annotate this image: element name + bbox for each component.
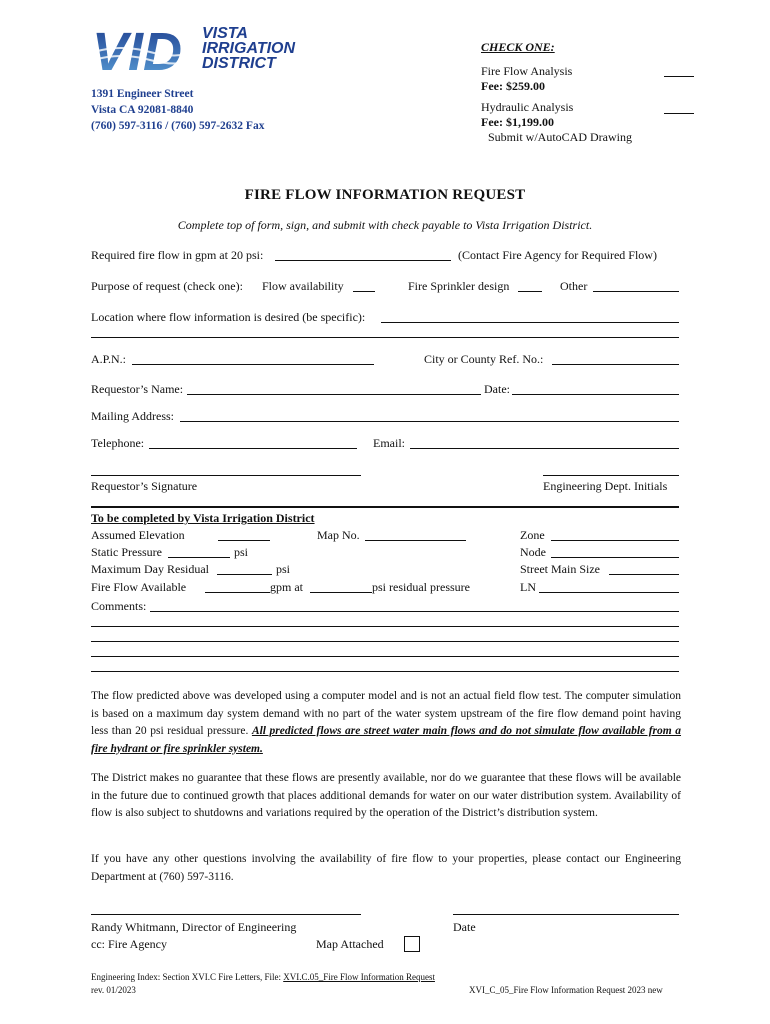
comments-field-line2[interactable] [91,626,679,627]
district-address [91,86,264,134]
director-date-line[interactable] [453,914,679,915]
comments-label: Comments: [91,599,147,613]
requestor-signature-field[interactable] [91,475,361,476]
ref-no-label: City or County Ref. No.: [424,352,544,366]
static-pressure-label: Static Pressure [91,545,162,559]
fire-sprinkler-label: Fire Sprinkler design [408,279,510,293]
telephone-label: Telephone: [91,436,145,450]
comments-field[interactable] [150,611,679,612]
comments-field-line4[interactable] [91,656,679,657]
address-street: 1391 Engineer Street [91,88,194,100]
static-pressure-field[interactable] [168,557,230,558]
engineering-index-prefix: Engineering Index: Section XVI.C Fire Letters, File: [91,972,284,982]
requestor-name-field[interactable] [187,394,481,395]
gpm-at-label: gpm at [270,580,303,594]
ref-no-field[interactable] [552,364,679,365]
flow-availability-label: Flow availability [262,279,344,293]
zone-label: Zone [520,528,545,542]
max-day-residual-label: Maximum Day Residual [91,562,209,576]
contact-paragraph: If you have any other questions involving the availability of fire flow to your properties, please contact our Engineering Department at (760) 597-3116. [91,853,681,883]
logo-line-3: DISTRICT [202,55,276,72]
engineering-index [91,972,435,982]
logo-line-2: IRRIGATION [202,40,296,57]
mailing-address-label: Mailing Address: [91,409,174,423]
max-day-residual-unit: psi [276,562,291,576]
requestor-signature-label: Requestor’s Signature [91,479,198,493]
location-field[interactable] [381,322,679,323]
director-date-label: Date [453,920,476,934]
location-label: Location where flow information is desired (be specific): [91,310,366,324]
zone-field[interactable] [551,540,679,541]
address-city: Vista CA 92081-8840 [91,104,194,116]
check-one-heading: CHECK ONE: [481,40,555,54]
telephone-field[interactable] [149,448,357,449]
map-attached-checkbox[interactable] [404,936,420,952]
max-day-residual-field[interactable] [217,574,272,575]
required-flow-field[interactable] [275,260,451,261]
logo-line-1: VISTA [202,25,248,42]
option-fire-flow-fee: Fee: $259.00 [481,79,545,93]
disclaimer-paragraph [91,688,681,758]
apn-label: A.P.N.: [91,352,127,366]
fire-flow-gpm-field[interactable] [205,592,270,593]
other-label: Other [560,279,588,293]
engineering-index-file: XVI.C.05_Fire Flow Information Request [283,972,435,982]
contact-agency-note: (Contact Fire Agency for Required Flow) [458,248,657,262]
district-logo [90,22,305,78]
cc-fire-agency: cc: Fire Agency [91,937,167,951]
other-field[interactable] [593,291,679,292]
ln-label: LN [520,580,536,594]
purpose-label: Purpose of request (check one): [91,279,243,293]
disclaimer-text: The flow predicted above was developed using a computer model and is not an actual field flow test. The computer simulation is based on a maximum day system demand with no part of the water system upstream of the fire flow demand point having less than 20 psi residual pressure. [91,690,681,737]
revision-date: rev. 01/2023 [91,985,136,995]
date-label: Date: [484,382,510,396]
static-pressure-unit: psi [234,545,249,559]
map-no-label: Map No. [317,528,360,542]
option-fire-flow-label: Fire Flow Analysis [481,64,573,78]
director-name: Randy Whitmann, Director of Engineering [91,920,297,934]
location-field-line2[interactable] [91,337,679,338]
option-hydraulic-note: Submit w/AutoCAD Drawing [488,130,632,144]
psi-residual-label: psi residual pressure [372,580,470,594]
address-phone: (760) 597-3116 / (760) 597-2632 Fax [91,120,265,132]
eng-initials-label: Engineering Dept. Initials [543,479,668,493]
guarantee-paragraph: The District makes no guarantee that these flows are presently available, nor do we guarantee that these flows will be available in the future due to continued growth that places additional demands for water on our water distribution system. Availability of flow is also subject to shutdowns and variations required by the operation of the District’s distribution system. [91,772,681,819]
option-hydraulic-label: Hydraulic Analysis [481,100,574,114]
form-title: FIRE FLOW INFORMATION REQUEST [244,187,526,203]
apn-field[interactable] [132,364,374,365]
file-name: XVI_C_05_Fire Flow Information Request 2023 new [469,985,663,995]
comments-field-line3[interactable] [91,641,679,642]
section-divider [91,506,679,508]
street-main-size-field[interactable] [609,574,679,575]
assumed-elevation-field[interactable] [218,540,270,541]
form-instructions: Complete top of form, sign, and submit with check payable to Vista Irrigation District. [177,218,593,232]
map-attached-label: Map Attached [316,937,384,951]
option-fire-flow-checkline[interactable] [664,76,694,77]
logo-letters: VID [92,22,183,78]
required-flow-label: Required fire flow in gpm at 20 psi: [91,248,264,262]
node-label: Node [520,545,546,559]
disclaimer-emphasis: All predicted flows are street water main flows and do not simulate flow available from a fire hydrant or fire sprinkler system. [91,725,682,755]
email-field[interactable] [410,448,679,449]
fire-flow-psi-field[interactable] [310,592,372,593]
requestor-name-label: Requestor’s Name: [91,382,184,396]
option-hydraulic-checkline[interactable] [664,113,694,114]
director-signature-line[interactable] [91,914,361,915]
eng-initials-field[interactable] [543,475,679,476]
assumed-elevation-label: Assumed Elevation [91,528,185,542]
option-hydraulic-fee: Fee: $1,199.00 [481,115,554,129]
email-label: Email: [373,436,405,450]
ln-field[interactable] [539,592,679,593]
fire-sprinkler-checkline[interactable] [518,291,542,292]
fire-flow-available-label: Fire Flow Available [91,580,187,594]
street-main-size-label: Street Main Size [520,562,600,576]
node-field[interactable] [551,557,679,558]
map-no-field[interactable] [365,540,466,541]
date-field[interactable] [512,394,679,395]
mailing-address-field[interactable] [180,421,679,422]
district-section-heading: To be completed by Vista Irrigation District [91,511,315,525]
vid-logo-mark [90,22,200,78]
flow-availability-checkline[interactable] [353,291,375,292]
comments-field-line5[interactable] [91,671,679,672]
